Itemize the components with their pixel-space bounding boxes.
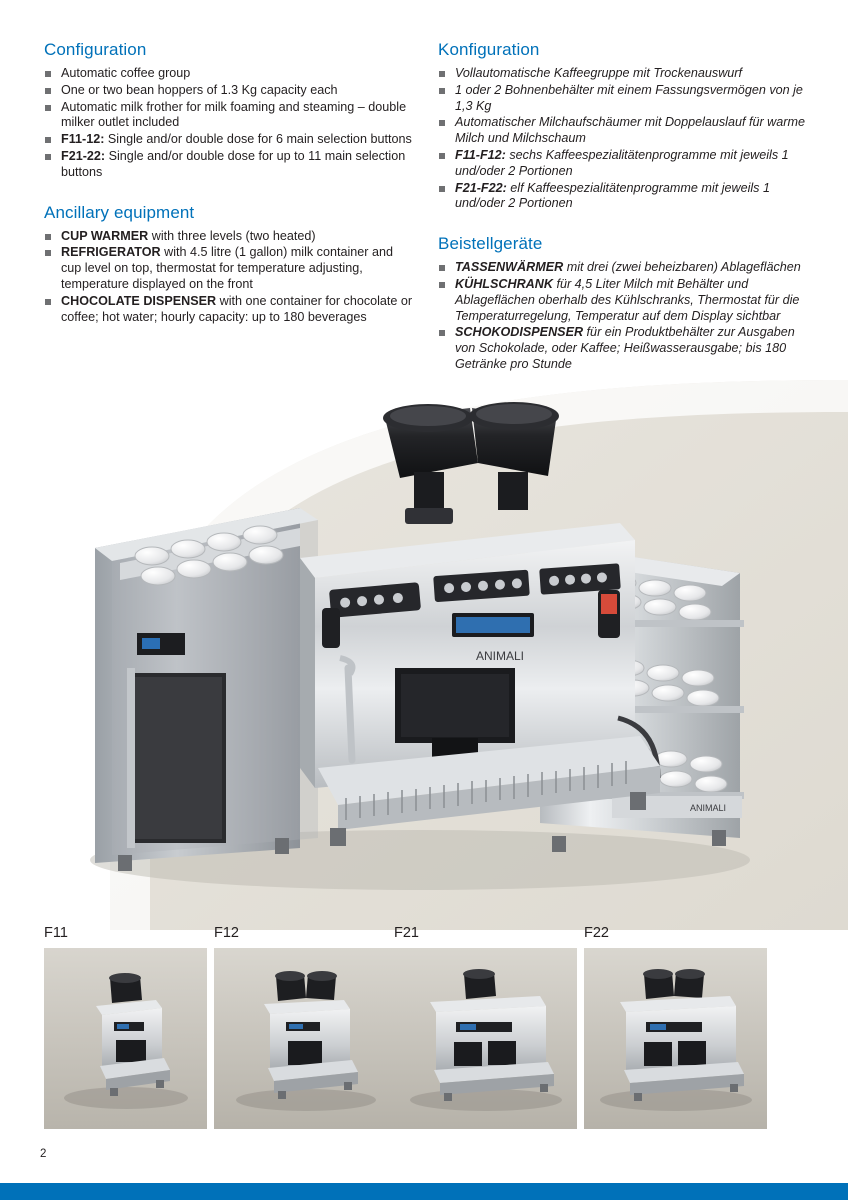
brand-text-center: ANIMALI	[475, 649, 525, 663]
model-label: F12	[214, 925, 239, 941]
item-label: F11-F12:	[455, 147, 506, 162]
list-item	[44, 229, 414, 245]
square-bullet-icon	[45, 105, 51, 111]
item-label: CHOCOLATE DISPENSER	[61, 293, 217, 308]
list-item	[438, 181, 818, 213]
item-label: CUP WARMER	[61, 228, 149, 243]
item-label: SCHOKODISPENSER	[455, 325, 584, 340]
model-photo	[44, 948, 207, 1129]
heading-ancillary-equipment: Ancillary equipment	[44, 202, 195, 222]
square-bullet-icon	[439, 120, 445, 126]
item-text: with one container for chocolate or coffee; hot water; hourly capacity: up to 180 beverages	[61, 293, 413, 324]
item-label: F21-F22:	[455, 180, 507, 195]
model-f11	[44, 925, 229, 1129]
item-text: elf Kaffeespezialitätenprogramme mit jeweils 1 und/oder 2 Portionen	[455, 180, 770, 211]
list-configuration-de	[438, 66, 818, 212]
square-bullet-icon	[439, 71, 445, 77]
model-photo	[584, 948, 767, 1129]
item-label: REFRIGERATOR	[61, 245, 161, 260]
item-text: Automatischer Milchaufschäumer mit Doppelauslauf für warme Milch und Milchschaum	[455, 115, 805, 146]
item-label: F21-22:	[61, 148, 106, 163]
heading-konfiguration: Konfiguration	[438, 40, 540, 59]
list-item	[44, 83, 414, 99]
item-text: with 4.5 litre (1 gallon) milk container and cup level on top, thermostat for temperature adjusting, temperature displayed on the front	[61, 245, 393, 291]
list-item	[44, 245, 414, 292]
heading-configuration: Configuration	[44, 40, 147, 59]
model-f22	[584, 925, 769, 1129]
column-german	[438, 40, 818, 374]
item-text: für ein Produktbehälter zur Ausgaben von Schokolade, oder Kaffee; Heißwasserausgabe; bis 180 Getränke pro Stunde	[455, 325, 795, 371]
square-bullet-icon	[439, 186, 445, 192]
model-label: F11	[44, 925, 68, 941]
list-ancillary-de	[438, 260, 818, 373]
square-bullet-icon	[439, 282, 445, 288]
bean-hopper-left	[383, 404, 478, 524]
list-item	[438, 83, 818, 115]
page-number: 2	[40, 1148, 47, 1160]
list-ancillary-en	[44, 229, 414, 326]
list-item	[438, 260, 818, 276]
square-bullet-icon	[45, 299, 51, 305]
item-text: mit drei (zwei beheizbaren) Ablageflächen	[563, 260, 801, 275]
refrigerator-unit	[95, 508, 318, 871]
espresso-machine	[300, 402, 660, 846]
list-configuration-en	[44, 66, 414, 181]
hero-product-photo	[0, 368, 848, 918]
item-text: One or two bean hoppers of 1.3 Kg capacity each	[61, 82, 338, 97]
item-text: 1 oder 2 Bohnenbehälter mit einem Fassungsvermögen von je 1,3 Kg	[455, 82, 803, 113]
square-bullet-icon	[439, 330, 445, 336]
list-item	[44, 132, 414, 148]
item-text: für 4,5 Liter Milch mit Behälter und Ablageflächen oberhalb des Kühlschranks, Thermostat für die Temperaturregelung, Temperatur auf dem Display sichtbar	[455, 276, 800, 323]
list-item	[44, 66, 414, 82]
list-item	[44, 149, 414, 181]
footer-bar	[0, 1183, 848, 1200]
list-item	[438, 325, 818, 372]
model-photo	[394, 948, 577, 1129]
square-bullet-icon	[45, 234, 51, 240]
square-bullet-icon	[45, 154, 51, 160]
list-item	[438, 66, 818, 82]
model-f21	[394, 925, 579, 1129]
item-text: Vollautomatische Kaffeegruppe mit Trockenauswurf	[455, 66, 742, 80]
list-item	[44, 294, 414, 326]
list-item	[438, 277, 818, 324]
item-label: TASSENWÄRMER	[455, 260, 564, 275]
item-label: KÜHLSCHRANK	[455, 276, 553, 291]
list-item	[438, 148, 818, 180]
model-label: F22	[584, 925, 609, 941]
model-f12	[214, 925, 399, 1129]
brand-text-right: ANIMALI	[690, 803, 727, 813]
list-item	[44, 100, 414, 132]
list-item	[438, 115, 818, 147]
item-text: with three levels (two heated)	[148, 228, 316, 243]
square-bullet-icon	[439, 88, 445, 94]
item-text: Single and/or double dose for 6 main selection buttons	[104, 132, 412, 147]
item-text: sechs Kaffeespezialitätenprogramme mit jeweils 1 und/oder 2 Portionen	[455, 147, 789, 178]
item-text: Automatic milk frother for milk foaming and steaming – double milker outlet included	[61, 99, 407, 130]
item-text: Automatic coffee group	[61, 66, 191, 80]
heading-beistellgeraete: Beistellgeräte	[438, 234, 543, 254]
square-bullet-icon	[45, 250, 51, 256]
square-bullet-icon	[45, 71, 51, 77]
column-english	[44, 40, 414, 326]
item-text: Single and/or double dose for up to 11 main selection buttons	[61, 148, 406, 179]
model-photo	[214, 948, 397, 1129]
item-label: F11-12:	[61, 132, 105, 147]
square-bullet-icon	[45, 88, 51, 94]
square-bullet-icon	[439, 153, 445, 159]
square-bullet-icon	[439, 265, 445, 271]
bean-hopper-right	[469, 402, 559, 510]
model-label: F21	[394, 925, 419, 941]
square-bullet-icon	[45, 137, 51, 143]
model-thumbnails	[44, 925, 812, 1155]
